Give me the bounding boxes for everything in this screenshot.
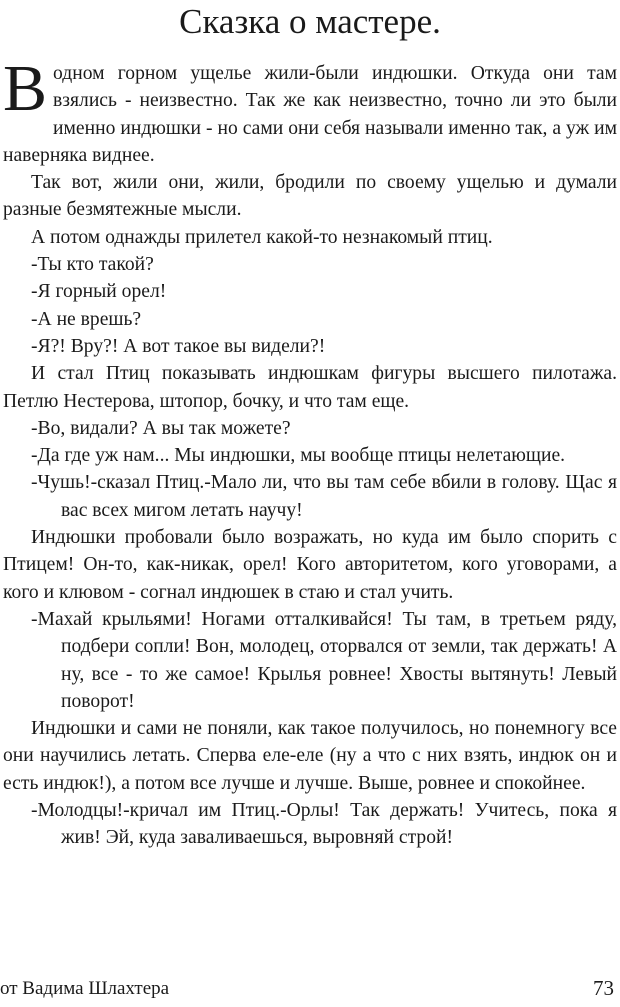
dialog-text: -Махай крыльями! Ногами отталкивайся! Ты там, в третьем ряду, подбери сопли! Вон, молодец, оторвался от земли, так держать! А ну, все - то же самое! Крылья ровнее! Хвосты вытянуть! Левый поворот!: [31, 608, 617, 712]
paragraph: Индюшки пробовали было возражать, но куда им было спорить с Птицем! Он-то, как-никак, орел! Кого авторитетом, кого уговорами, а кого и клювом - согнал индюшек в стаю и стал учить.: [3, 527, 617, 603]
paragraph: Так вот, жили они, жили, бродили по своему ущелью и думали разные безмятежные мысли.: [3, 172, 617, 221]
dialog-line: -Я?! Вру?! А вот такое вы видели?!: [31, 335, 326, 357]
paragraph: [3, 52, 617, 169]
footer-author: от Вадима Шлахтера: [0, 978, 170, 999]
dialog-text: -Да где уж нам... Мы индюшки, мы вообще птицы нелетающие.: [31, 445, 566, 467]
dialog-line: [3, 442, 617, 469]
dialog-text: -Чушь!-сказал Птиц.-Мало ли, что вы там себе вбили в голову. Щас я вас всех мигом летать научу!: [31, 472, 617, 521]
dialog-line: -Ты кто такой?: [31, 254, 154, 276]
paragraph: И стал Птиц показывать индюшкам фигуры высшего пилотажа. Петлю Нестерова, штопор, бочку, и что там еще.: [3, 363, 617, 412]
dialog-line: [3, 606, 617, 715]
paragraph: Индюшки и сами не поняли, как такое получилось, но понемногу все они научились летать. Сперва еле-еле (ну а что с них взять, индюк он и есть индюк!), а потом все лучше и лучше. Выше, ровнее и спокойнее.: [3, 718, 617, 794]
paragraph: А потом однажды прилетел какой-то незнакомый птиц.: [31, 226, 493, 248]
dialog-line: [3, 469, 617, 524]
dialog-line: [3, 797, 617, 852]
chapter-title: Сказка о мастере.: [179, 2, 441, 41]
dialog-line: -Я горный орел!: [31, 281, 167, 303]
drop-cap: В: [3, 52, 48, 125]
page-number: 73: [593, 976, 614, 1000]
text-body: [3, 52, 617, 852]
dialog-text: -Молодцы!-кричал им Птиц.-Орлы! Так держать! Учитесь, пока я жив! Эй, куда заваливаешься, выровняй строй!: [31, 800, 617, 849]
paragraph-text: одном горном ущелье жили-были индюшки. Откуда они там взялись - неизвестно. Так же как неизвестно, точно ли это были именно индюшки - но сами они себя называли именно так, а уж им наверняка виднее.: [3, 63, 617, 166]
dialog-line: -А не врешь?: [31, 308, 142, 330]
dialog-line: -Во, видали? А вы так можете?: [31, 417, 291, 439]
